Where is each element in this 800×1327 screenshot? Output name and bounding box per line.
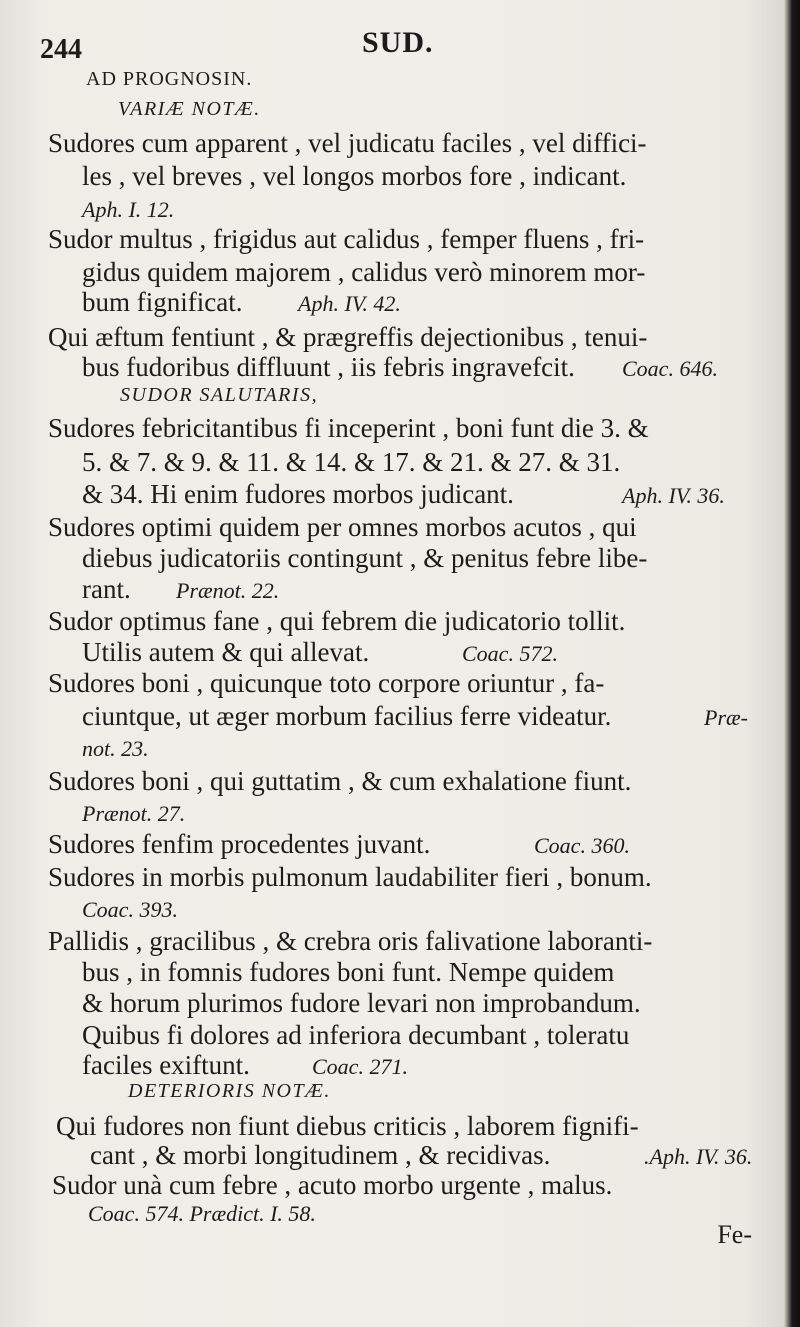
citation: Coac. 572.	[462, 641, 558, 666]
citation: Coac. 574. Prædict. I. 58.	[88, 1201, 316, 1226]
citation: Prænot. 27.	[82, 801, 186, 826]
line-text: Sudores fenfim procedentes juvant.	[48, 829, 431, 859]
text-line	[90, 1140, 550, 1171]
line-text: Qui æftum fentiunt , & prægreffis dejectionibus , tenui-	[48, 322, 648, 352]
line-text: gidus quidem majorem , calidus verò minorem mor-	[82, 257, 646, 287]
line-text: 5. & 7. & 9. & 11. & 14. & 17. & 21. & 27. & 31.	[82, 447, 621, 477]
text-line	[48, 668, 604, 699]
line-text: les , vel breves , vel longos morbos fore , indicant.	[82, 161, 627, 191]
line-text: ciuntque, ut æger morbum facilius ferre videatur.	[82, 701, 612, 731]
citation: Præ-	[704, 705, 748, 730]
line-text: diebus judicatoriis contingunt , & penitus febre libe-	[82, 543, 648, 573]
text-line	[48, 862, 652, 893]
line-text: Sudores in morbis pulmonum laudabiliter fieri , bonum.	[48, 862, 652, 892]
text-line	[48, 512, 637, 543]
text-line	[82, 957, 614, 988]
citation: Coac. 646.	[622, 356, 718, 381]
text-line	[48, 322, 647, 353]
subsection-heading	[128, 1080, 331, 1103]
line-text: faciles exiftunt.	[82, 1050, 250, 1080]
citation: .Aph. IV. 36.	[644, 1144, 753, 1169]
text-line	[82, 161, 626, 192]
text-line	[48, 413, 649, 444]
line-text: Sudores optimi quidem per omnes morbos acutos , qui	[48, 512, 637, 542]
line-text: bus , in fomnis fudores boni funt. Nempe quidem	[82, 957, 615, 987]
text-line	[82, 1050, 250, 1081]
text-line	[48, 766, 631, 797]
text-line	[82, 447, 620, 478]
line-text: Sudores cum apparent , vel judicatu faciles , vel diffici-	[48, 128, 647, 158]
text-line	[82, 988, 641, 1019]
line-text: SUDOR SALUTARIS,	[120, 384, 319, 406]
page-number: 244	[40, 34, 82, 65]
line-text: rant.	[82, 574, 131, 604]
section-title: AD PROGNOSIN.	[86, 68, 253, 90]
citation: Aph. I. 12.	[82, 197, 175, 222]
text-line	[56, 1111, 639, 1142]
text-line	[48, 829, 430, 860]
line-text: Quibus fi dolores ad inferiora decumbant , toleratu	[82, 1020, 630, 1050]
line-text: cant , & morbi longitudinem , & recidivas.	[90, 1140, 551, 1170]
line-text: Sudores febricitantibus fi inceperint , boni funt die 3. &	[48, 413, 649, 443]
citation: Aph. IV. 36.	[622, 483, 725, 508]
line-text: VARIÆ NOTÆ.	[118, 98, 261, 120]
line-text: DETERIORIS NOTÆ.	[128, 1080, 331, 1102]
line-text: Sudor unà cum febre , acuto morbo urgente , malus.	[52, 1170, 613, 1200]
citation: Aph. IV. 42.	[298, 291, 401, 316]
line-text: Pallidis , gracilibus , & crebra oris falivatione laboranti-	[48, 926, 653, 956]
line-text: Utilis autem & qui allevat.	[82, 637, 370, 667]
text-line	[48, 926, 652, 957]
subsection-heading	[118, 98, 261, 121]
text-line	[82, 637, 369, 668]
citation: Coac. 360.	[534, 833, 630, 858]
text-line	[82, 479, 514, 510]
line-text: bus fudoribus diffluunt , iis febris ingravefcit.	[82, 352, 575, 382]
text-line	[48, 128, 647, 159]
catchword: Fe-	[717, 1220, 752, 1249]
running-head: SUD.	[362, 26, 434, 59]
line-text: Sudores boni , quicunque toto corpore oriuntur , fa-	[48, 668, 605, 698]
citation: Coac. 393.	[82, 897, 178, 922]
line-text: & horum plurimos fudore levari non improbandum.	[82, 988, 641, 1018]
text-line	[82, 1020, 629, 1051]
citation: Prænot. 22.	[176, 578, 280, 603]
text-line	[82, 701, 611, 732]
line-text: Qui fudores non fiunt diebus criticis , laborem fignifi-	[56, 1111, 639, 1141]
line-text: Sudor multus , frigidus aut calidus , femper fluens , fri-	[48, 224, 645, 254]
text-line	[82, 287, 242, 318]
citation: not. 23.	[82, 736, 149, 761]
text-line	[82, 257, 645, 288]
subsection-heading	[120, 384, 318, 407]
line-text: Sudor optimus fane , qui febrem die judicatorio tollit.	[48, 606, 626, 636]
text-line	[82, 352, 575, 383]
text-line	[82, 574, 131, 605]
line-text: & 34. Hi enim fudores morbos judicant.	[82, 479, 514, 509]
line-text: bum fignificat.	[82, 287, 243, 317]
citation: Coac. 271.	[312, 1054, 408, 1079]
text-line	[48, 606, 625, 637]
text-line	[52, 1170, 612, 1201]
text-line	[82, 543, 647, 574]
line-text: Sudores boni , qui guttatim , & cum exhalatione fiunt.	[48, 766, 632, 796]
text-line	[48, 224, 644, 255]
